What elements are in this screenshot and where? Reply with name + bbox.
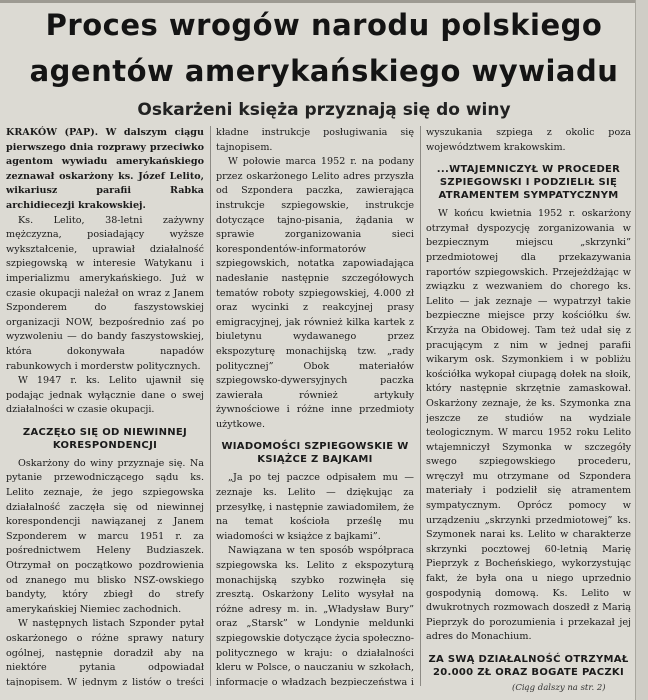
- headline-line-1: Proces wrogów narodu polskiego: [45, 8, 603, 42]
- subheadline: Oskarżeni księża przyznają się do winy: [137, 100, 511, 120]
- paragraph: „Ja po tej paczce odpisałem mu — zeznaje ks. Lelito — dziękując za przesyłkę, i następnie zawiadomiłem, że na temat kościoła prześlę mu wiadomości w książce z bajkami”.: [216, 472, 414, 542]
- section-heading: ZACZĘŁO SIĘ OD NIEWINNEJ KORESPONDENCJI: [22, 426, 188, 451]
- paragraph: kładne instrukcje posługiwania się tajnopisem.: [216, 127, 414, 153]
- paragraph: Oskarżony do winy przyznaje się. Na pytanie przewodniczącego sądu ks. Lelito zeznaje, że jego szpiegowska działalność zaczęła się od niewinnej korespondencji nawiązanej z Janem Szponderem w marcu 1951 r. za pośrednictwem Heleny Budziaszek. Otrzymał on początkowo pozdrowienia od znanego mu blisko NSZ-owskiego bandyty, który zbiegł do strefy amerykańskiej Niemiec zachodnich.: [6, 457, 204, 615]
- paragraph: W końcu kwietnia 1952 r. oskarżony otrzymał dyspozycję zorganizowania w bezpiecznym miejscu „skrzynki” przedmiotowej dla przekazywania raportów szpiegowskich. Przejeżdżając w związku z wezwaniem do chorego ks. Lelito — jak zeznaje — wypatrzył takie bezpieczne miejsce przy kościółku św. Krzyża na Obidowej. Tam też udał się z pracującym z nim w jednej parafii wikarym osk. Szymonkiem i w pobliżu kościółka wykopał ciupagą dołek na słoik, który następnie skrzętnie zamaskował. Oskarżony zeznaje, że ks. Szymonka zna jeszcze ze studiów na wydziale teologicznym. W marcu 1952 roku Lelito wtajemniczył Szymonka w szczegóły swego szpiegowskiego procederu, wręczył mu otrzymane od Szpondera materiały i podzielił się atramentem sympatycznym. Oprócz pomocy w urządzeniu „skrzynki przedmiotowej” ks. Szymonek narai ks. Lelito w charakterze skrzynki pocztowej 60-letnią Marię Pieprzyk z Bocheńskiego, wykorzystując fakt, że była ona u niego uprzednio gospodynią domową. Ks. Lelito w dwukrotnych rozmowach doszedł z Marią Pieprzyk do porozumienia i przekazał jej adres do Monachium.: [426, 208, 631, 643]
- top-rule: [0, 0, 648, 3]
- paragraph: Ks. Lelito, 38-letni zażywny mężczyzna, posiadający wyższe wykształcenie, uprawiał działalność szpiegowską w interesie Watykanu i imperializmu amerykańskiego. Już w czasie okupacji należał on wraz z Janem Szponderem do faszystowskiej organizacji NOW, bezpośrednio zaś po wyzwoleniu — do bandy faszystowskiej, która dokonywała napadów rabunkowych i morderstw politycznych.: [6, 214, 204, 372]
- headline-line-2: agentów amerykańskiego wywiadu: [29, 54, 619, 88]
- continued-note: (Ciąg dalszy na str. 2): [512, 683, 606, 693]
- page-edge: [635, 0, 648, 700]
- paragraph: W następnych listach Szponder pytał oskarżonego o różne sprawy natury ogólnej, następnie doradził aby na niektóre pytania odpowiadał tajnopisem. W jednym z listów o treści: [6, 618, 204, 686]
- column-divider: [210, 126, 211, 686]
- paragraph: wyszukania szpiega z okolic poza województwem krakowskim.: [426, 127, 631, 153]
- column-3: [426, 126, 631, 686]
- paragraph: W połowie marca 1952 r. na podany przez oskarżonego Lelito adres przyszła od Szpondera paczka, zawierająca instrukcje szpiegowskie, instrukcje dotyczące tajno-pisania, żądania w sprawie zorganizowania sieci korespondentów-informatorów szpiegowskich, notatka zapowiadająca nadesłanie następnie szczegółowych tematów roboty szpiegowskiej, 4.000 zł oraz wycinki z reakcyjnej prasy emigracyjnej, jak również kilka kartek z biuletynu wydawanego przez ekspozyturę monachijską tzw. „rady politycznej” Obok materiałów szpiegowsko-dywersyjnych paczka zawierała również artykuły żywnościowe i różne inne przedmioty użytkowe.: [216, 156, 414, 430]
- paragraph: Nawiązana w ten sposób współpraca szpiegowska ks. Lelito z ekspozyturą monachijską szybko rozwinęła się zresztą. Oskarżony Lelito wysyłał na różne adresy m. in. „Władysław Bury” oraz „Starsk” w Londynie meldunki szpiegowskie dotyczące życia społeczno-politycznego w kraju: o działalności kleru w Polsce, o nauczaniu w szkołach, informacje o władzach bezpieczeństwa i: [216, 545, 414, 686]
- column-2: [216, 126, 414, 686]
- section-heading: WIADOMOŚCI SZPIEGOWSKIE W KSIĄŻCE Z BAJKAMI: [221, 441, 409, 466]
- column-divider: [420, 126, 421, 686]
- paragraph: W 1947 r. ks. Lelito ujawnił się podając jednak wyłącznie dane o swej działalności w czasie okupacji.: [6, 375, 204, 416]
- lead-paragraph: KRAKÓW (PAP). W dalszym ciągu pierwszego dnia rozprawy przeciwko agentom wywiadu amerykańskiego zeznawał oskarżony ks. Józef Lelito, wikariusz parafii Rabka archidiecezji krakowskiej.: [6, 127, 204, 211]
- section-heading: ZA SWĄ DZIAŁALNOŚĆ OTRZYMAŁ 20.000 ZŁ ORAZ BOGATE PACZKI: [428, 654, 629, 678]
- section-heading: ...WTAJEMNICZYŁ W PROCEDER SZPIEGOWSKI I PODZIELIŁ SIĘ ATRAMENTEM SYMPATYCZNYM: [436, 164, 621, 202]
- column-1: [6, 126, 204, 686]
